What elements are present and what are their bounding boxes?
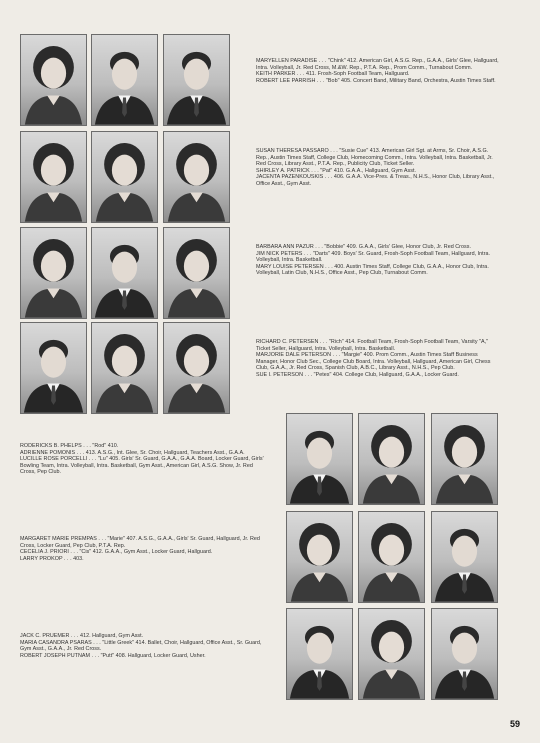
- portrait-photo: [286, 511, 353, 603]
- bio-entry: JIM NICK PETERS . . . "Darts" 409. Boys' Sr. Guard, Frosh-Soph Football Team, Hallguard, Intra. Volleyball, Intra. Basketball.: [256, 250, 491, 263]
- portrait-photo: [286, 608, 353, 700]
- portrait-photo: [431, 413, 498, 505]
- bio-entry: CECELIA J. PRIORI . . . "Cis" 412. G.A.A., Gym Asst., Locker Guard, Hallguard.: [20, 549, 213, 555]
- portrait-photo: [91, 322, 158, 414]
- bio-entry: ROBERT JOSEPH PUTNAM . . . "Putt" 408. Hallguard, Locker Guard, Usher.: [20, 652, 206, 659]
- portrait-photo: [20, 227, 87, 319]
- bio-entry: KEITH PARKER . . . 411. Frosh-Soph Football Team, Hallguard.: [256, 71, 410, 77]
- bio-entry: SUSAN THERESA PASSARO . . . "Susie Cue" 413. American Girl Sgt. at Arms, Sr. Choir, A.S.G. Rep., Austin Times Staff, College Club, Homecoming Comm., Intra. Volleyball, Intra. Basketball, Jr. Red Cross, Library Asst., P.T.A. Rep., Publicity Club, Ticket Seller.: [256, 148, 493, 167]
- bio-entry: JACENTA PAZENKOUSKIS . . . 406. G.A.A. Vice-Pres. & Treas., N.H.S., Honor Club, Library Asst., Office Asst., Gym Asst.: [256, 174, 495, 187]
- bio-group: [20, 536, 264, 562]
- bio-group: [256, 339, 500, 378]
- bio-entry: ROBERT LEE PARRISH . . . "Bob" 405. Concert Band, Military Band, Orchestra, Austin Times Staff.: [256, 77, 496, 84]
- portrait-photo: [163, 131, 230, 223]
- portrait-photo: [91, 227, 158, 319]
- portrait-photo: [358, 413, 425, 505]
- portrait-photo: [286, 413, 353, 505]
- portrait-photo: [358, 608, 425, 700]
- portrait-photo: [20, 34, 87, 126]
- bio-entry: RODERICKS B. PHELPS . . . "Rod" 410.: [20, 443, 119, 449]
- bio-entry: JACK C. PRUEMER . . . 412. Hallguard, Gym Asst.: [20, 633, 144, 639]
- portrait-photo: [91, 34, 158, 126]
- bio-entry: ADRIENNE POMONIS . . . 413. A.S.G., Int. Glee, Sr. Choir, Hallguard, Teachers Asst., G.A.A.: [20, 449, 245, 456]
- portrait-photo: [20, 131, 87, 223]
- bio-entry: SUE I. PETERSON . . . "Petes" 404. College Club, Hallguard, G.A.A., Locker Guard.: [256, 371, 459, 378]
- portrait-photo: [358, 511, 425, 603]
- bio-entry: MARY LOUISE PETERSEN . . . 400. Austin Times Staff, College Club, G.A.A., Honor Club, Intra. Volleyball, Latin Club, N.H.S., Office Asst., Pep Club, Turnabout Comm.: [256, 263, 489, 276]
- portrait-photo: [163, 227, 230, 319]
- bio-entry: LUCILLE ROSE PORCELLI . . . "Lu" 405. Girls' Sr. Guard, G.A.A., G.A.A. Board, Locker Guard, Girls' Bowling Team, Intra. Volleyball, Intra. Basketball, Gym Asst., American Girl, A.S.G. Show, Jr. Red Cross, Pep Club.: [20, 456, 264, 475]
- bio-entry: RICHARD C. PETERSEN . . . "Rich" 414. Football Team, Frosh-Soph Football Team, Varsity "A," Ticket Seller, Hallguard, Intra. Volleyball, Intra. Basketball.: [256, 339, 489, 352]
- bio-group: [256, 244, 500, 277]
- bio-entry: MARYELLEN PARADISE . . . "Chink" 412. American Girl, A.S.G. Rep., G.A.A., Girls' Glee, Hallguard, Intra. Volleyball, Jr. Red Cross, M.&W. Rep., P.T.A. Rep., Prom Comm., Turnabout Comm.: [256, 58, 499, 71]
- bio-entry: MARIA CASANDRA PSARAS . . . "Little Greek" 414. Ballet, Choir, Hallguard, Office Asst., Sr. Guard, Gym Asst., G.A.A., Jr. Red Cross.: [20, 639, 262, 652]
- bio-entry: MARJORIE DALE PETERSON . . . "Margie" 400. Prom Comm., Austin Times Staff Business Manager, Honor Club Sec., College Club Board, Intra. Volleyball, Hallguard, American Girl, Chess Club, G.A.A., Jr. Red Cross, Spanish Club, A.B.C., Library Asst., N.H.S., Pep Club.: [256, 352, 491, 371]
- portrait-photo: [91, 131, 158, 223]
- bio-group: [20, 633, 264, 659]
- portrait-photo: [20, 322, 87, 414]
- bio-entry: MARGARET MARIE PREMPAS . . . "Marie" 407. A.S.G., G.A.A., Girls' Sr. Guard, Hallguard, Jr. Red Cross, Locker Guard, Pep Club, P.T.A. Rep.: [20, 536, 260, 549]
- portrait-photo: [163, 322, 230, 414]
- bio-group: [256, 148, 500, 187]
- bio-entry: BARBARA ANN PAZUR . . . "Bobbie" 409. G.A.A., Girls' Glee, Honor Club, Jr. Red Cross.: [256, 244, 471, 250]
- portrait-photo: [431, 608, 498, 700]
- portrait-photo: [163, 34, 230, 126]
- bio-group: [20, 443, 264, 476]
- bio-group: [256, 58, 500, 84]
- bio-entry: LARRY PROKOP . . . 403.: [20, 555, 84, 562]
- bio-entry: SHIRLEY A. PATRICK . . . "Pat" 410. G.A.A., Hallguard, Gym Asst.: [256, 167, 416, 174]
- portrait-photo: [431, 511, 498, 603]
- page-number: 59: [509, 719, 520, 729]
